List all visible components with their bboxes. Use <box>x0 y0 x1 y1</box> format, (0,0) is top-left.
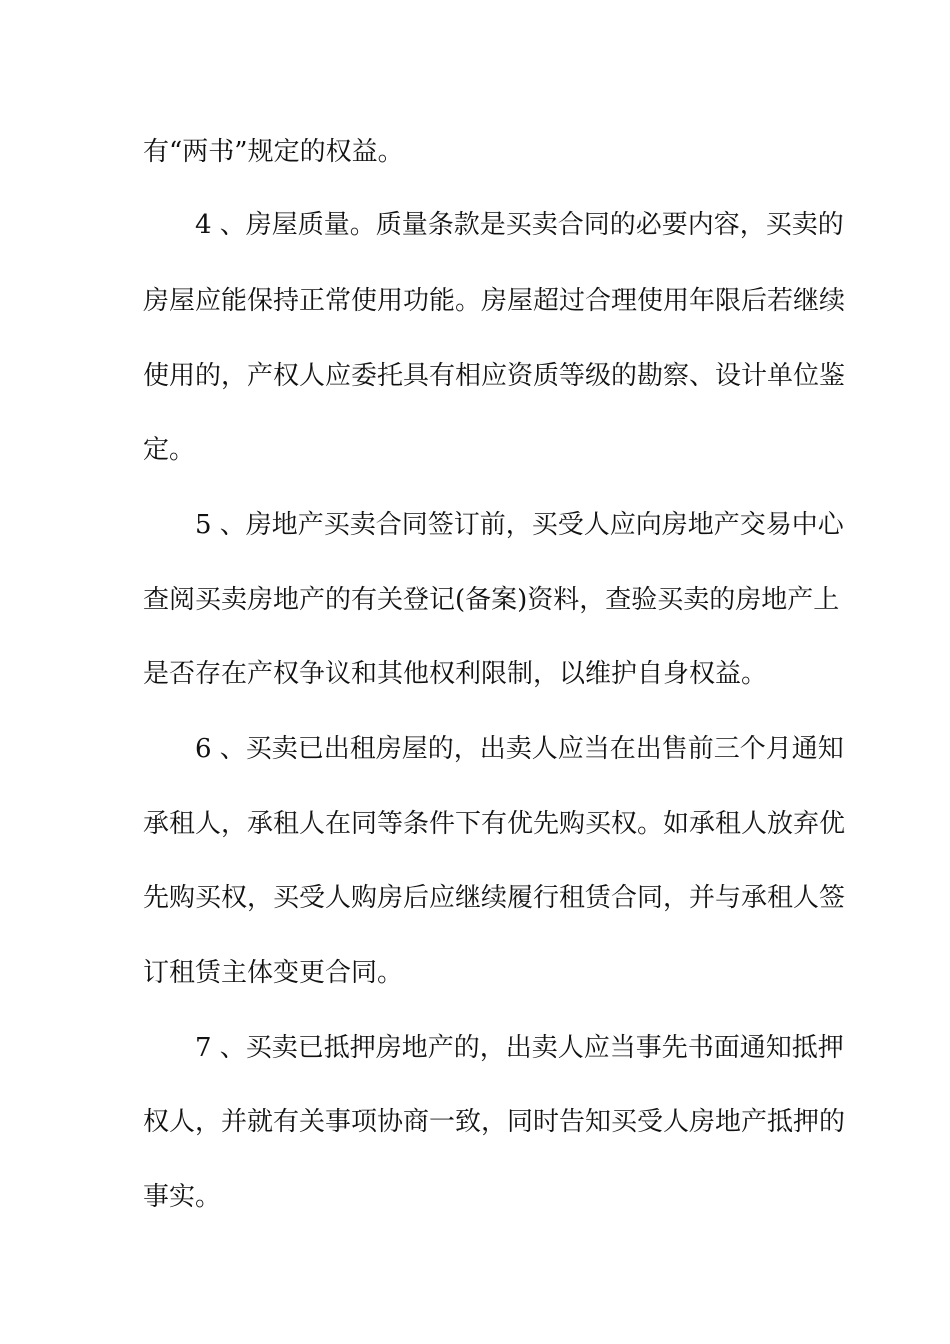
text-line: 使用的，产权人应委托具有相应资质等级的勘察、设计单位鉴 <box>143 361 846 391</box>
text-line: 先购买权，买受人购房后应继续履行租赁合同，并与承租人签 <box>143 883 846 913</box>
text-line: 权人，并就有关事项协商一致，同时告知买受人房地产抵押的 <box>143 1107 846 1137</box>
text-line: 定。 <box>143 435 196 465</box>
text-line: 5 、房地产买卖合同签订前，买受人应向房地产交易中心 <box>195 510 844 540</box>
text-line: 承租人，承租人在同等条件下有优先购买权。如承租人放弃优 <box>143 809 846 839</box>
text-line: 房屋应能保持正常使用功能。房屋超过合理使用年限后若继续 <box>143 286 846 316</box>
text-line: 有“两书”规定的权益。 <box>143 137 404 167</box>
text-line: 查阅买卖房地产的有关登记(备案)资料，查验买卖的房地产上 <box>143 585 840 615</box>
text-line: 7 、买卖已抵押房地产的，出卖人应当事先书面通知抵押 <box>195 1033 844 1063</box>
text-line: 是否存在产权争议和其他权利限制，以维护自身权益。 <box>143 659 768 689</box>
text-line: 4 、房屋质量。质量条款是买卖合同的必要内容，买卖的 <box>195 210 844 240</box>
text-line: 事实。 <box>143 1182 222 1212</box>
text-line: 6 、买卖已出租房屋的，出卖人应当在出售前三个月通知 <box>195 734 844 764</box>
text-line: 订租赁主体变更合同。 <box>143 958 404 988</box>
